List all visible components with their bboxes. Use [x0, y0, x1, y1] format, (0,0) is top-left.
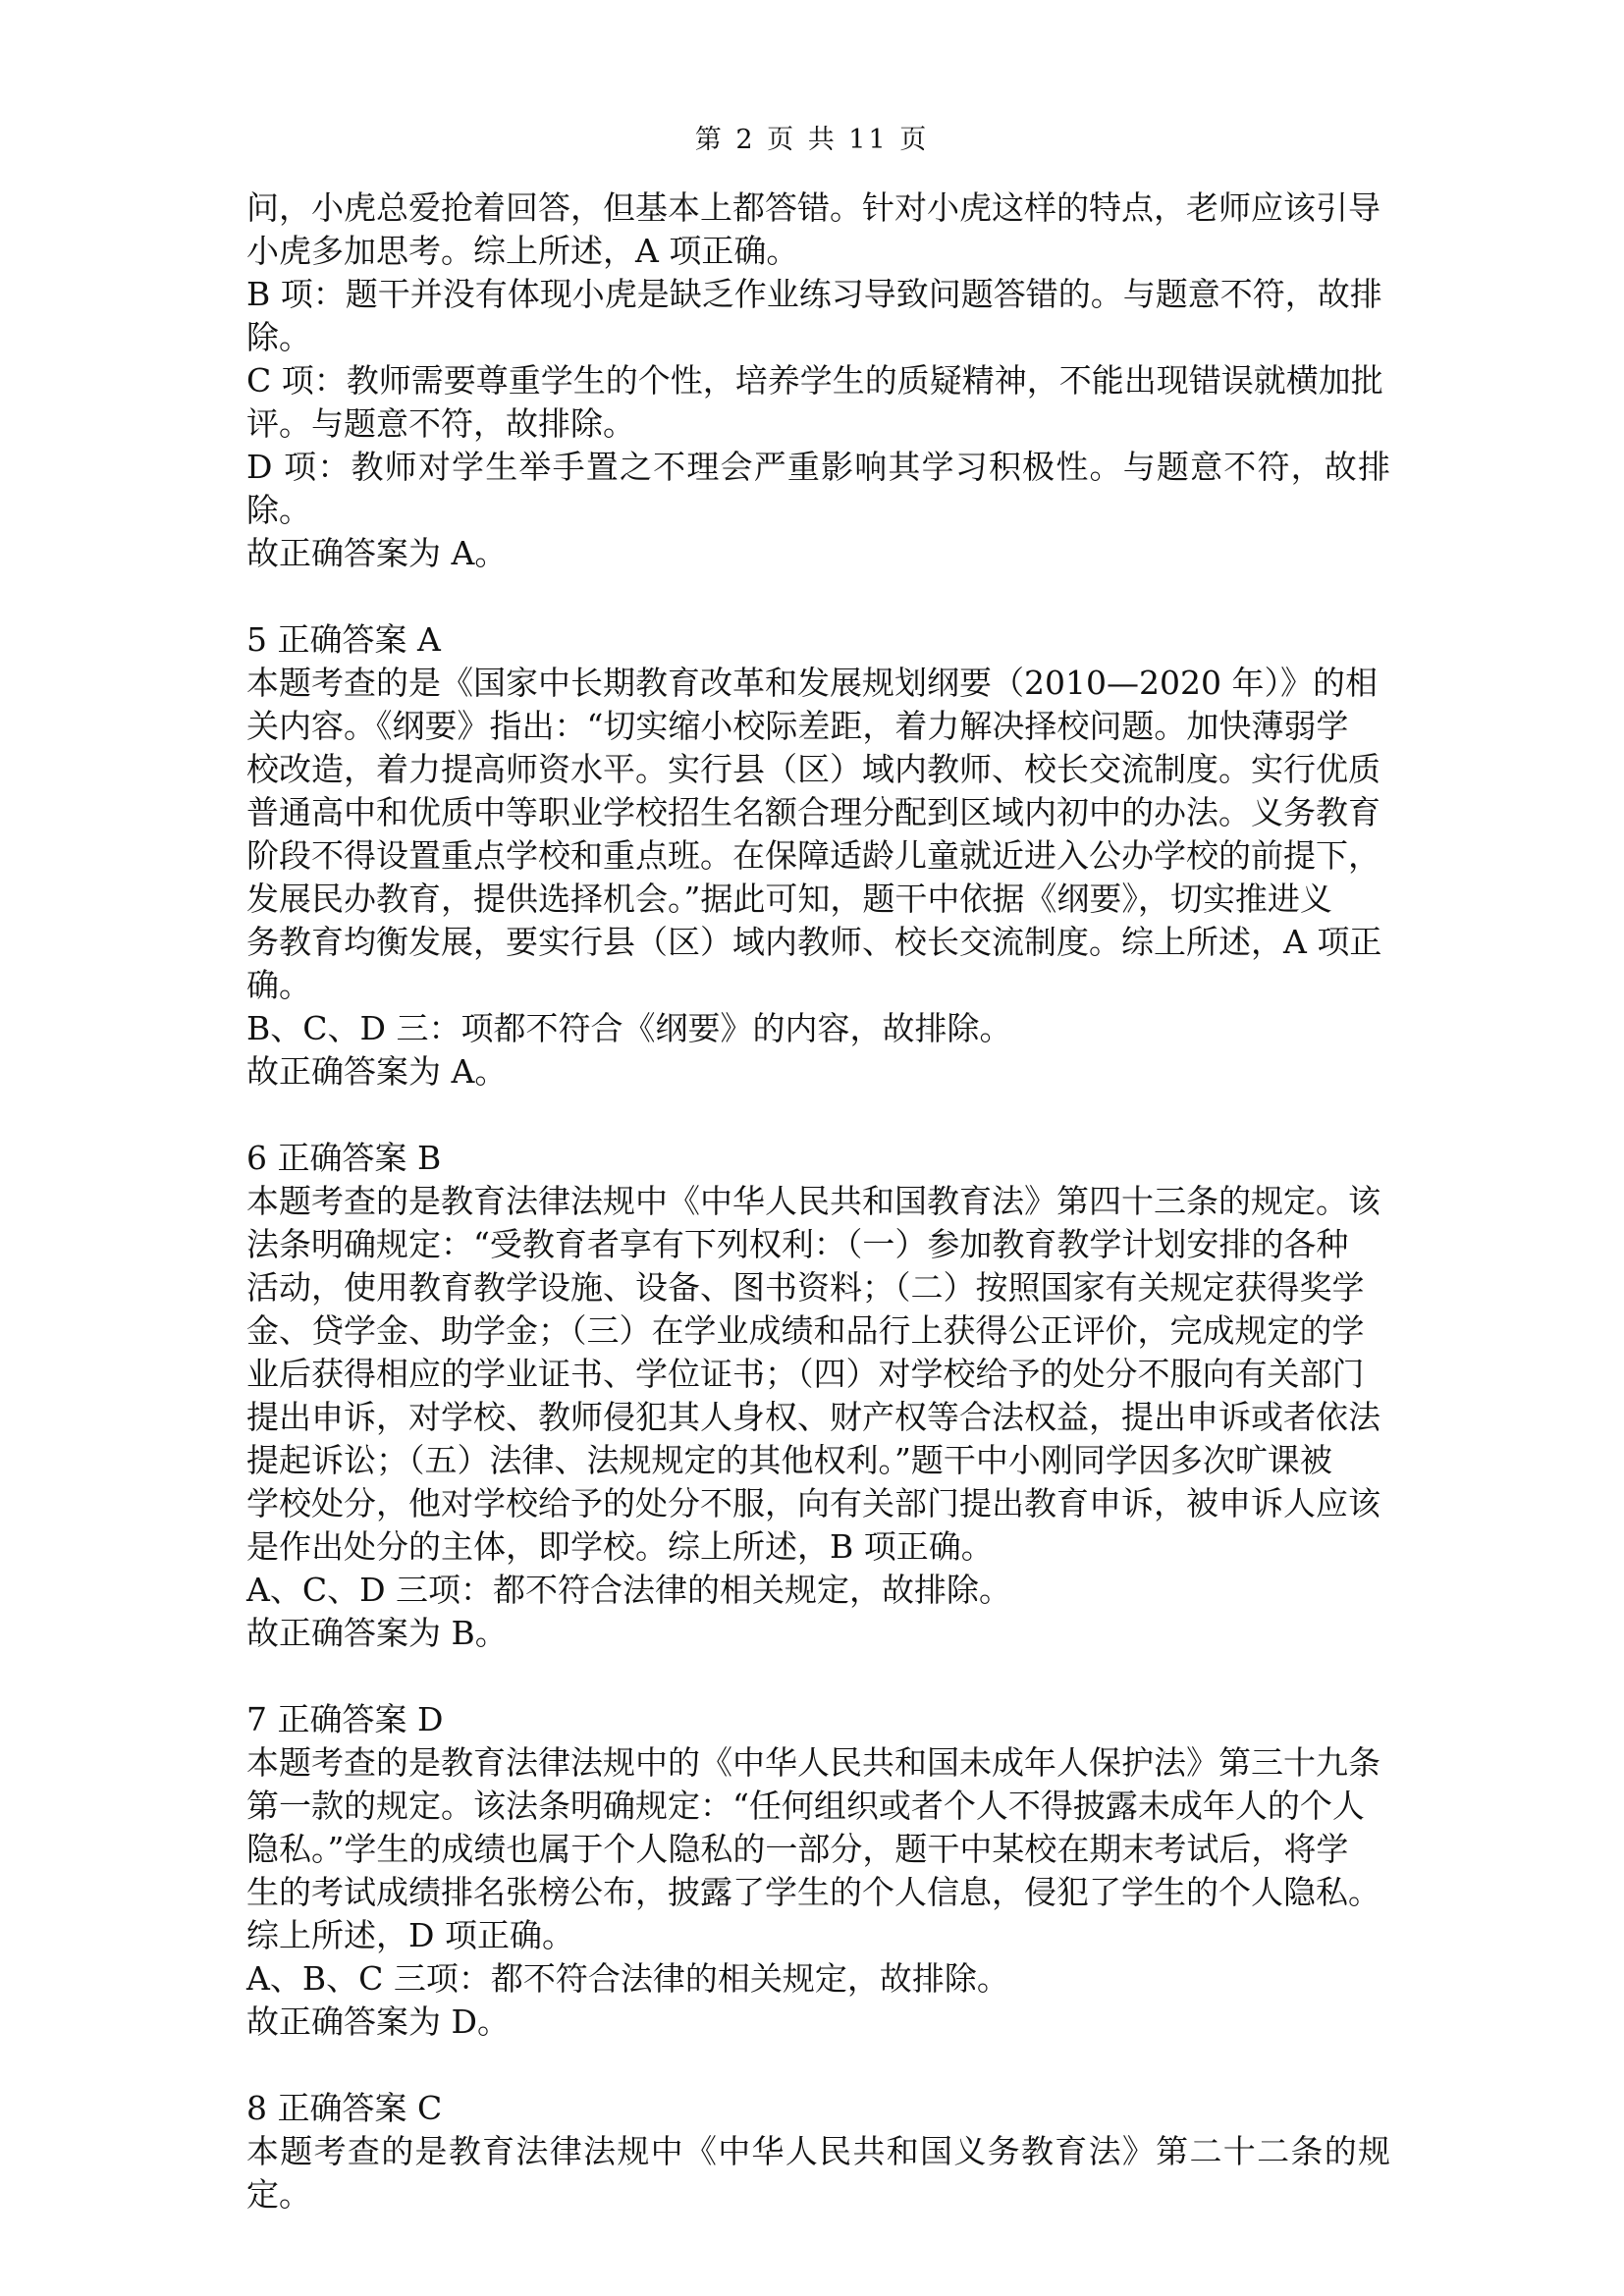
text-line: A、B、C 三项：都不符合法律的相关规定，故排除。 — [246, 1959, 1009, 1998]
text-line: 小虎多加思考。综上所述，A 项正确。 — [246, 232, 799, 270]
text-line: 评。与题意不符，故排除。 — [246, 404, 635, 443]
answer-heading: 6 正确答案 B — [246, 1139, 442, 1177]
text-line: B、C、D 三：项都不符合《纲要》的内容，故排除。 — [246, 1009, 1012, 1047]
text-line: B 项：题干并没有体现小虎是缺乏作业练习导致问题答错的。与题意不符，故排 — [246, 275, 1382, 313]
text-line: 金、贷学金、助学金；（三）在学业成绩和品行上获得公正评价，完成规定的学 — [246, 1311, 1365, 1350]
section-gap — [246, 1094, 1390, 1137]
text-line: 故正确答案为 A。 — [246, 534, 508, 572]
text-line: 本题考查的是教育法律法规中的《中华人民共和国未成年人保护法》第三十九条 — [246, 1743, 1380, 1782]
text-line: A、C、D 三项：都不符合法律的相关规定，故排除。 — [246, 1571, 1012, 1609]
text-line: C 项：教师需要尊重学生的个性，培养学生的质疑精神，不能出现错误就横加批 — [246, 361, 1383, 400]
text-line: 关内容。《纲要》指出：“切实缩小校际差距，着力解决择校问题。加快薄弱学 — [246, 707, 1349, 745]
text-line: 本题考查的是《国家中长期教育改革和发展规划纲要（2010—2020 年）》的相 — [246, 664, 1378, 702]
answer-heading: 5 正确答案 A — [246, 620, 441, 659]
text-line: 提起诉讼；（五）法律、法规规定的其他权利。”题干中小刚同学因多次旷课被 — [246, 1441, 1332, 1479]
text-line: 故正确答案为 B。 — [246, 1614, 508, 1652]
document-body — [246, 187, 1390, 2216]
text-line: 提出申诉，对学校、教师侵犯其人身权、财产权等合法权益，提出申诉或者依法 — [246, 1398, 1380, 1436]
text-line: 本题考查的是教育法律法规中《中华人民共和国教育法》第四十三条的规定。该 — [246, 1182, 1380, 1220]
text-line: 学校处分，他对学校给予的处分不服，向有关部门提出教育申诉，被申诉人应该 — [246, 1484, 1380, 1522]
answer-heading: 8 正确答案 C — [246, 2089, 443, 2127]
text-line: 问，小虎总爱抢着回答，但基本上都答错。针对小虎这样的特点，老师应该引导 — [246, 188, 1380, 227]
answer-heading: 7 正确答案 D — [246, 1700, 444, 1738]
text-line: 确。 — [246, 966, 311, 1004]
page-number-header: 第 2 页 共 11 页 — [694, 125, 930, 155]
text-line: 活动，使用教育教学设施、设备、图书资料；（二）按照国家有关规定获得奖学 — [246, 1268, 1365, 1307]
text-line: 务教育均衡发展，要实行县（区）域内教师、校长交流制度。综上所述，A 项正 — [246, 923, 1382, 961]
text-line: 隐私。”学生的成绩也属于个人隐私的一部分，题干中某校在期末考试后，将学 — [246, 1830, 1349, 1868]
text-line: 发展民办教育，提供选择机会。”据此可知，题干中依据《纲要》，切实推进义 — [246, 880, 1332, 918]
text-line: 普通高中和优质中等职业学校招生名额合理分配到区域内初中的办法。义务教育 — [246, 793, 1380, 831]
text-line: 是作出处分的主体，即学校。综上所述，B 项正确。 — [246, 1527, 994, 1566]
section-gap — [246, 575, 1390, 618]
text-line: 校改造，着力提高师资水平。实行县（区）域内教师、校长交流制度。实行优质 — [246, 750, 1380, 788]
text-line: 第一款的规定。该法条明确规定：“任何组织或者个人不得披露未成年人的个人 — [246, 1787, 1365, 1825]
text-line: 生的考试成绩排名张榜公布，披露了学生的个人信息，侵犯了学生的个人隐私。 — [246, 1873, 1380, 1911]
text-line: 综上所述，D 项正确。 — [246, 1916, 574, 1954]
text-line: D 项：教师对学生举手置之不理会严重影响其学习积极性。与题意不符，故排除。 — [246, 448, 1390, 529]
text-line: 业后获得相应的学业证书、学位证书；（四）对学校给予的处分不服向有关部门 — [246, 1355, 1365, 1393]
text-line: 故正确答案为 D。 — [246, 2002, 510, 2041]
text-line: 本题考查的是教育法律法规中《中华人民共和国义务教育法》第二十二条的规定。 — [246, 2132, 1390, 2214]
text-line: 法条明确规定：“受教育者享有下列权利：（一）参加教育教学计划安排的各种 — [246, 1225, 1349, 1263]
text-line: 阶段不得设置重点学校和重点班。在保障适龄儿童就近进入公办学校的前提下， — [246, 836, 1380, 875]
text-line: 故正确答案为 A。 — [246, 1052, 508, 1091]
text-line: 除。 — [246, 318, 311, 356]
section-gap — [246, 2044, 1390, 2087]
section-gap — [246, 1655, 1390, 1698]
